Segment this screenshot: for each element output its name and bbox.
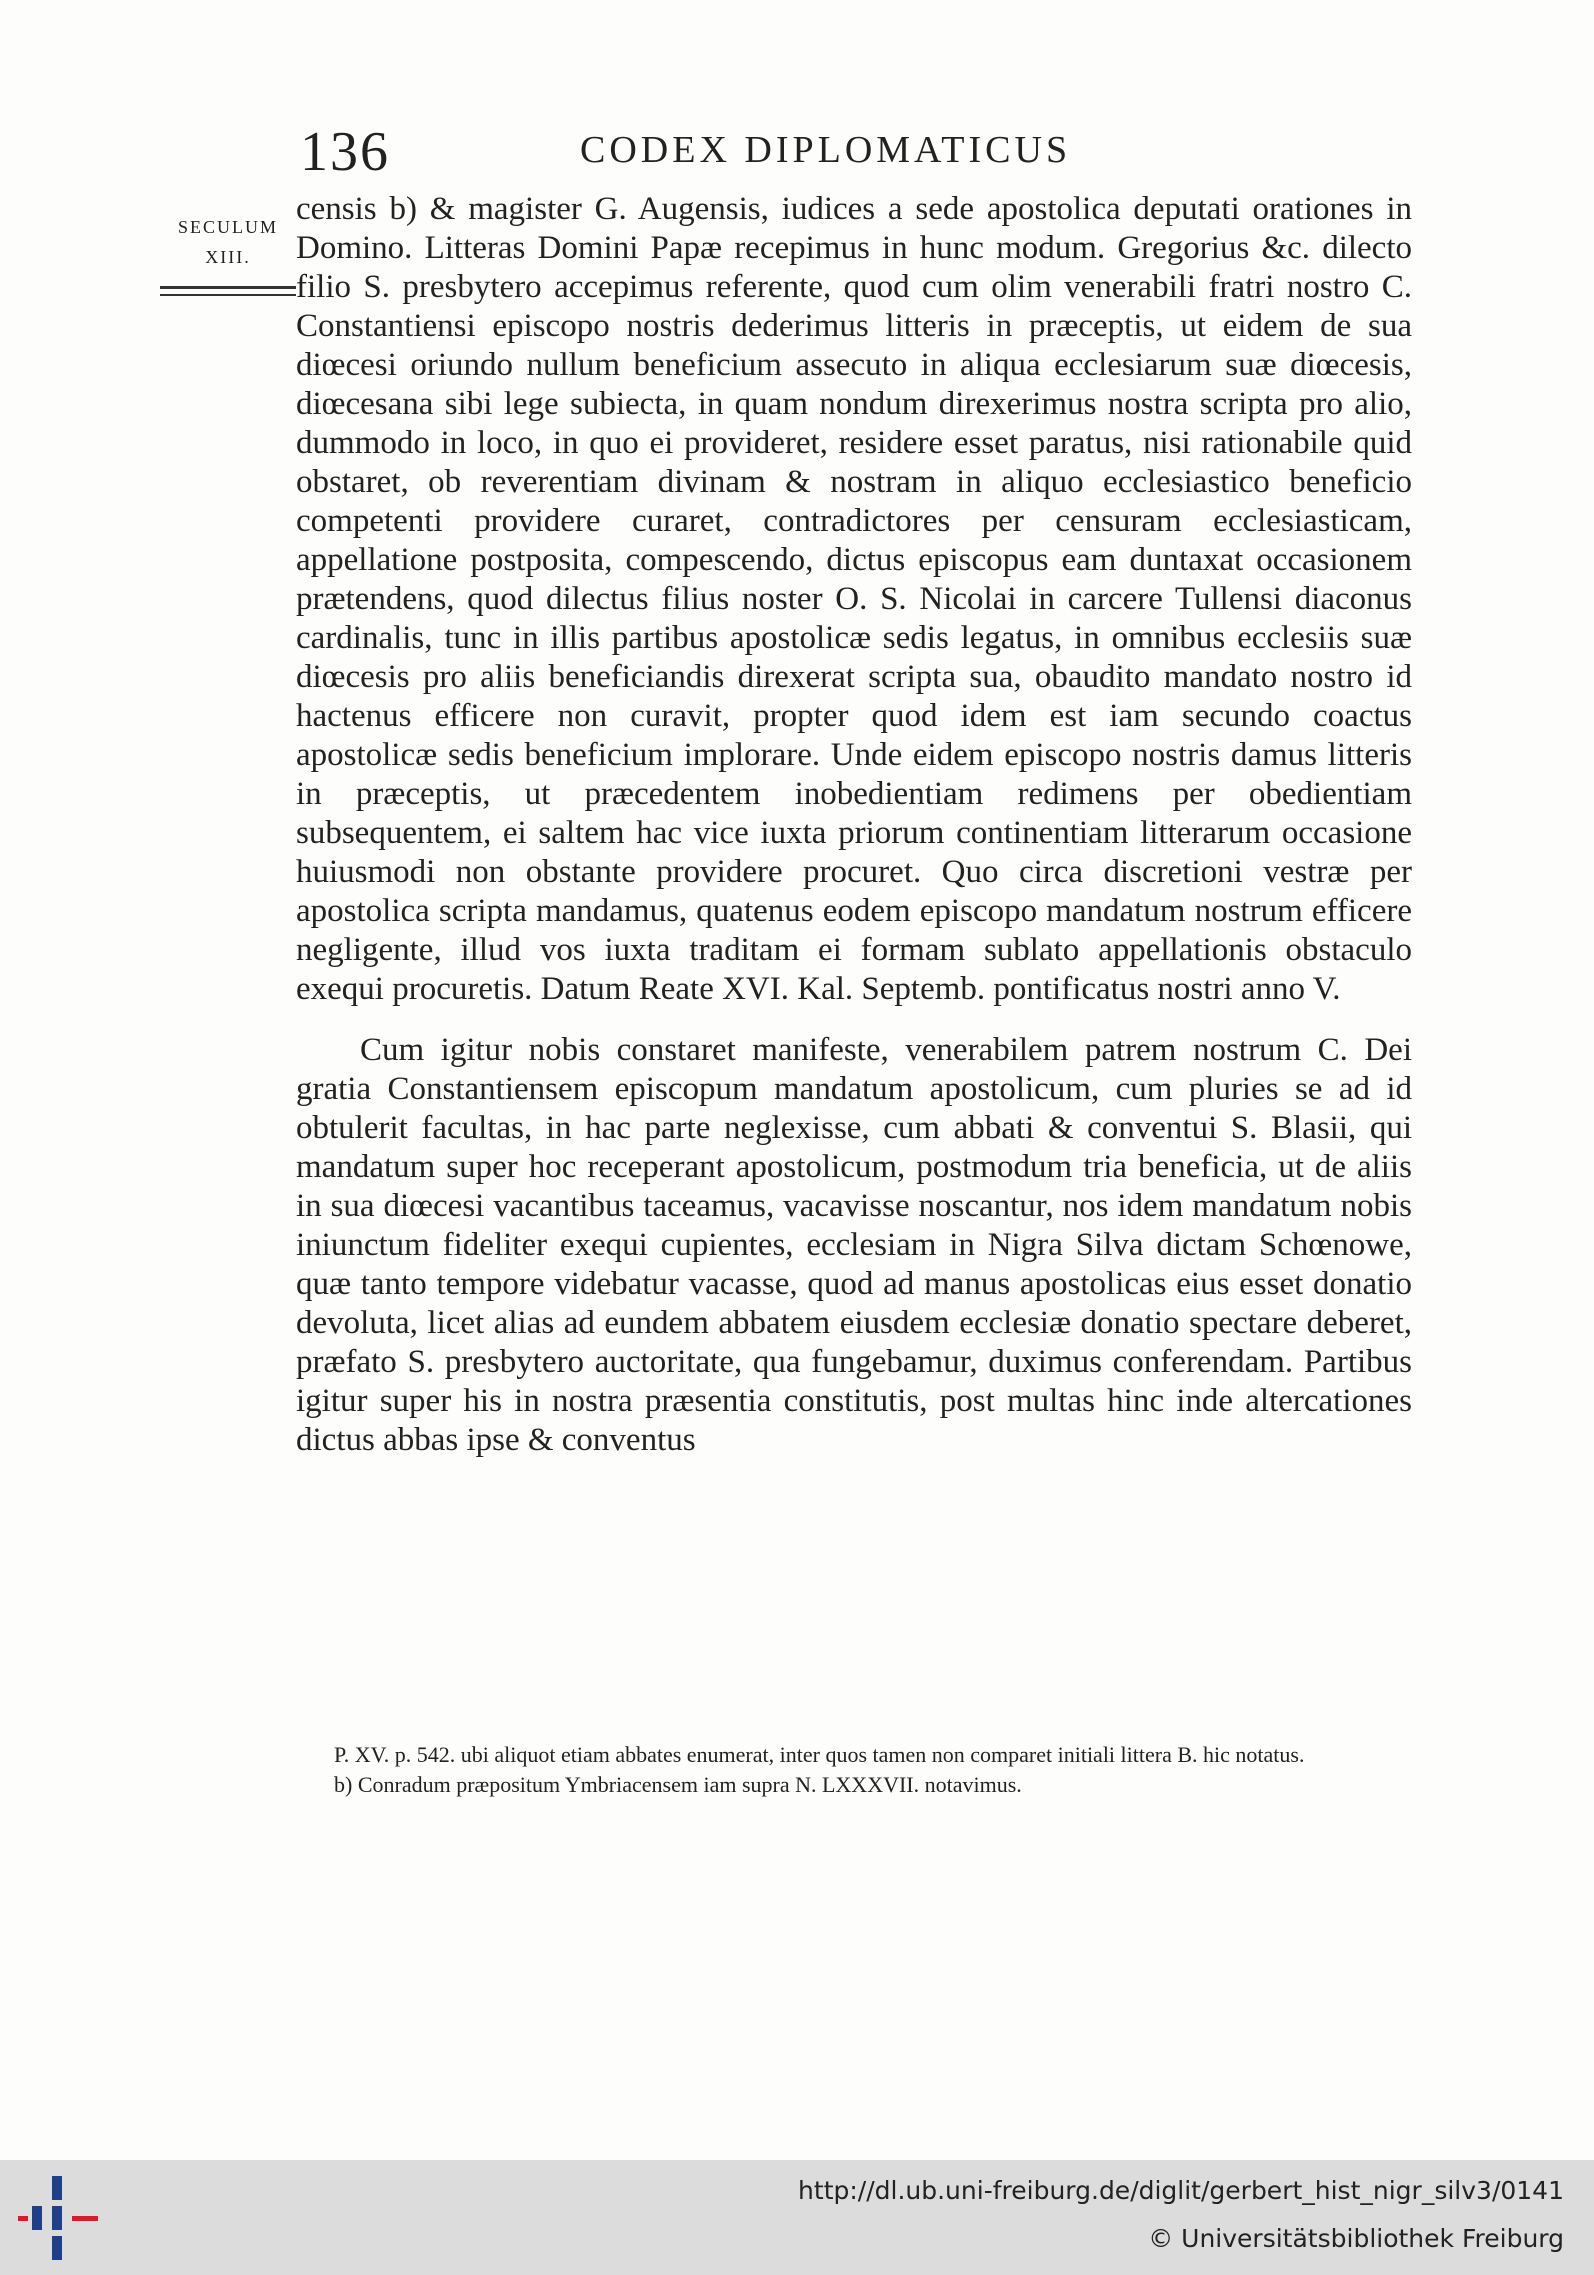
footnotes xyxy=(334,1740,1412,1800)
margin-note-line2: XIII. xyxy=(205,247,251,267)
page-number: 136 xyxy=(300,121,390,183)
body-paragraph-2: Cum igitur nobis constaret manifeste, venerabilem patrem nostrum C. Dei gratia Constantiensem episcopum mandatum apostolicum, cum pluries se ad id obtulerit facultas, in hac parte neglexisse, cum abbati & conventui S. Blasii, qui mandatum super hoc receperant apostolicum, postmodum tria beneficia, ut de aliis in sua diœcesi vacantibus taceamus, vacavisse noscantur, nos idem mandatum nobis iniunctum fideliter exequi cupientes, ecclesiam in Nigra Silva dictam Schœnowe, quæ tanto tempore videbatur vacasse, quod ad manus apostolicas eius esset donatio devoluta, licet alias ad eundem abbatem eiusdem ecclesiæ donatio spectare deberet, præfato S. presbytero auctoritate, qua fungebamur, duximus conferendam. Partibus igitur super his in nostra præsentia constitutis, post multas hinc inde altercationes dictus abbas ipse & conventus xyxy=(296,1032,1412,1458)
margin-note-line1: SECULUM xyxy=(177,217,278,237)
margin-rule xyxy=(160,294,296,296)
margin-note xyxy=(168,212,288,272)
running-head: CODEX DIPLOMATICUS xyxy=(580,129,1072,171)
footnote-2: b) Conradum præpositum Ymbriacensem iam supra N. LXXXVII. notavimus. xyxy=(334,1772,1022,1797)
margin-rule xyxy=(160,286,296,289)
body-text xyxy=(296,190,1412,1460)
body-paragraph-1: censis b) & magister G. Augensis, iudices a sede apostolica deputati orationes in Domino. Litteras Domini Papæ recepimus in hunc modum. Gregorius &c. dilecto filio S. presbytero accepimus referente, quod cum olim venerabili fratri nostro C. Constantiensi episcopo nostris dederimus litteris in præceptis, ut eidem de sua diœcesi oriundo nullum beneficium assecuto in aliqua ecclesiarum suæ diœcesis, diœcesana sibi lege subiecta, in quam nondum direxerimus nostra scripta pro alio, dummodo in loco, in quo ei provideret, residere esset paratus, nisi rationabile quid obstaret, ob reverentiam divinam & nostram in aliquo ecclesiastico beneficio competenti providere curaret, contradictores per censuram ecclesiasticam, appellatione postposita, compescendo, dictus episcopus eam duntaxat occasionem prætendens, quod dilectus filius noster O. S. Nicolai in carcere Tullensi diaconus cardinalis, tunc in illis partibus apostolicæ sedis legatus, in omnibus ecclesiis suæ diœcesis pro aliis beneficiandis direxerat scripta sua, obaudito mandato nostro id hactenus efficere non curavit, propter quod idem est iam secundo coactus apostolicæ sedis beneficium implorare. Unde eidem episcopo nostris damus litteris in præceptis, ut præcedentem inobedientiam redimens per obedientiam subsequentem, ei saltem hac vice iuxta priorum continentiam litterarum occasione huiusmodi non obstante providere procuret. Quo circa discretioni vestræ per apostolica scripta mandamus, quatenus eodem episcopo mandatum nostrum efficere negligente, illud vos iuxta traditam ei formam sublato appellationis obstaculo exequi procuretis. Datum Reate XVI. Kal. Septemb. pontificatus nostri anno V. xyxy=(296,191,1412,1007)
footnote-1: P. XV. p. 542. ubi aliquot etiam abbates enumerat, inter quos tamen non comparet initiali littera B. hic notatus. xyxy=(334,1742,1305,1767)
ub-freiburg-logo-icon[interactable] xyxy=(18,2176,98,2260)
copyright-text: © Universitätsbibliothek Freiburg xyxy=(1148,2224,1564,2253)
source-url-link[interactable]: http://dl.ub.uni-freiburg.de/diglit/gerbert_hist_nigr_silv3/0141 xyxy=(798,2176,1564,2205)
